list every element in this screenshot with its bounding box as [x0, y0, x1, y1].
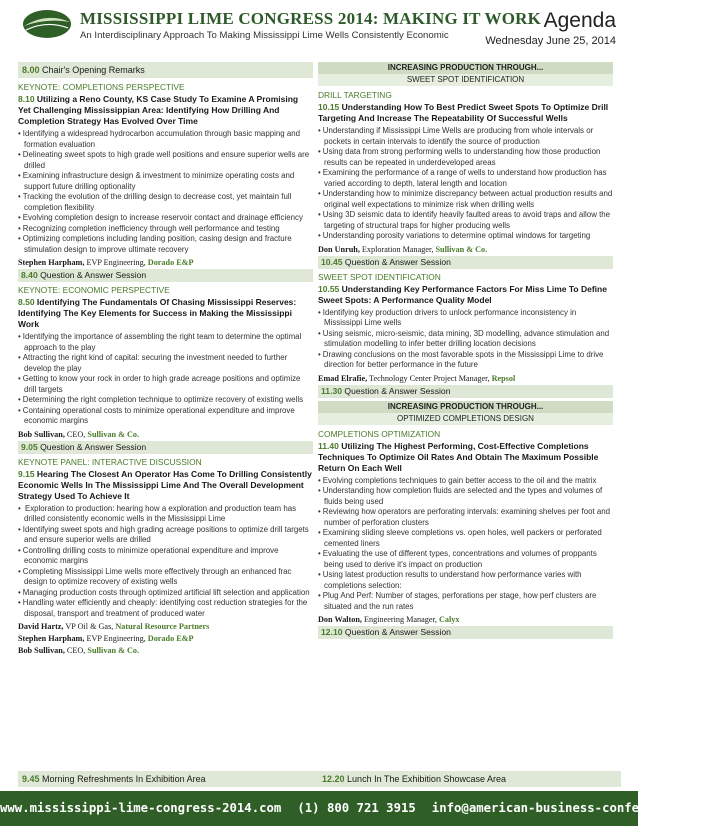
speaker-role: CEO, — [64, 646, 86, 655]
session-time: 11.40 — [318, 440, 339, 451]
speaker-org: Sullivan & Co. — [85, 646, 140, 655]
qa-session — [18, 441, 313, 454]
bullet-list — [18, 504, 313, 620]
speaker — [18, 429, 313, 440]
session-time: 8.50 — [18, 297, 35, 307]
bullet-item: • Reviewing how operators are perforating intervals: examining shelves per foot and number of perforation clusters — [318, 507, 613, 528]
bullet-list — [318, 476, 613, 613]
brand-subtitle: An Interdisciplinary Approach To Making Mississippi Lime Wells Consistently Economic — [80, 30, 449, 41]
session-time: 8.00 — [22, 65, 40, 75]
speaker-org: Dorado E&P — [145, 258, 194, 267]
bullet-item: • Optimizing completions including landing position, casing design and fracture stimulation design to improve ultimate recovery — [18, 234, 313, 255]
session-label: Lunch In The Exhibition Showcase Area — [347, 774, 506, 784]
bullet-item: • Examining sliding sleeve completions vs. open holes, well packers or perforated cemented liners — [318, 528, 613, 549]
email-link[interactable]: info@american-business-conferences.com — [431, 801, 713, 815]
session-time: 10.15 — [318, 102, 340, 112]
bullet-item: • Using latest production results to understand how performance varies with completions selection: — [318, 570, 613, 591]
speaker-org: Sullivan & Co. — [85, 429, 140, 439]
speaker-name: David Hartz, — [18, 622, 64, 631]
session-time: 9.05 — [21, 441, 38, 452]
session-label: Question & Answer Session — [40, 441, 147, 452]
session-title — [318, 284, 613, 306]
track-banner-sub: OPTIMIZED COMPLETIONS DESIGN — [318, 413, 613, 425]
speaker-name: Bob Sullivan, — [18, 646, 65, 655]
bullet-item: • Using data from strong performing wells to understanding how those production results can be repeated in underdeveloped areas — [318, 147, 613, 168]
header — [0, 0, 638, 56]
speaker-name: Don Walton, — [318, 615, 362, 624]
session-title — [18, 297, 313, 330]
speaker-role: EVP Engineering, — [84, 258, 146, 267]
bullet-item: • Understanding how to minimize discrepancy between actual production results and original well expectations to minimize risk when drilling wells — [318, 189, 613, 210]
bullet-item: • Evolving completion design to increase reservoir contact and drainage efficiency — [18, 213, 313, 224]
speaker-name: Bob Sullivan, — [18, 429, 65, 439]
bullet-item: • Identifying the importance of assembling the right team to determine the optimal approach to the play — [18, 332, 313, 353]
bullet-item: • Tracking the evolution of the drilling design to decrease cost, yet maintain full completion flexibility — [18, 192, 313, 213]
speaker-org: Natural Resource Partners — [113, 622, 210, 631]
session-time: 9.15 — [18, 468, 35, 479]
track-banner-head: INCREASING PRODUCTION THROUGH... — [318, 401, 613, 413]
track-banner-head: INCREASING PRODUCTION THROUGH... — [318, 62, 613, 74]
session-title-text: Hearing The Closest An Operator Has Come To Drilling Consistently Economic Wells In The Mississippi Lime And The Overall Development Strategy Used To Achieve It — [18, 468, 312, 501]
track-banner — [318, 401, 613, 425]
speaker-org: Calyx — [436, 615, 460, 624]
session-label: Morning Refreshments In Exhibition Area — [42, 774, 206, 784]
session-title-text: Utilizing a Reno County, KS Case Study To Examine A Promising Yet Challenging Mississippian Area: Identifying How Drilling And Completion Strategy Has Evolved Over Time — [18, 94, 299, 126]
qa-session — [318, 385, 613, 398]
bullet-item: • Using 3D seismic data to identify heavily faulted areas to avoid traps and allow the targeting of structural traps for higher producing wells — [318, 210, 613, 231]
session-time: 12.20 — [322, 774, 345, 784]
lunch-bar — [318, 771, 621, 787]
section-kicker: KEYNOTE: ECONOMIC PERSPECTIVE — [18, 285, 170, 295]
bullet-item: • Plug And Perf: Number of stages, perforations per stage, how perf clusters are situated and the run rates — [318, 591, 613, 612]
session-title — [318, 441, 613, 474]
session-title — [18, 94, 313, 127]
session-time: 8.40 — [21, 270, 38, 280]
bullet-list — [318, 308, 613, 371]
bullet-item: • Getting to know your rock in order to high grade acreage positions and optimize drill targets — [18, 374, 313, 395]
session-time: 10.55 — [318, 283, 340, 294]
session-label: Question & Answer Session — [40, 270, 147, 280]
footer-contact-bar — [0, 791, 713, 826]
website-link[interactable]: www.mississippi-lime-congress-2014.com — [0, 801, 282, 815]
bullet-item: • Understanding how completion fluids are selected and the types and volumes of fluids being used — [318, 486, 613, 507]
right-column — [318, 62, 613, 642]
bullet-item: • Delineating sweet spots to high grade well positions and ensure superior wells are drilled — [18, 150, 313, 171]
speaker-name: Stephen Harpham, — [18, 258, 85, 267]
speaker — [18, 645, 313, 656]
session-title-text: Understanding Key Performance Factors For Miss Lime To Define Sweet Spots: A Performance Quality Model — [318, 283, 607, 305]
speaker — [18, 633, 313, 644]
session-time: 11.30 — [321, 385, 343, 396]
bullet-item: • Containing operational costs to minimize operational expenditure and improve economic margins — [18, 406, 313, 427]
session-title — [318, 102, 613, 124]
track-banner-sub: SWEET SPOT IDENTIFICATION — [318, 74, 613, 86]
bullet-item: • Completing Mississippi Lime wells more effectively through an enhanced frac design to optimize recovery of existing wells — [18, 567, 313, 588]
section-kicker: KEYNOTE: COMPLETIONS PERSPECTIVE — [18, 82, 185, 92]
speaker — [318, 244, 613, 255]
bullet-item: • Evaluating the use of different types, concentrations and volumes of proppants being used to derive it's impact on production — [318, 549, 613, 570]
opening-remarks — [18, 62, 313, 78]
speaker-name: Stephen Harpham, — [18, 634, 85, 643]
bullet-item: • Identifying sweet spots and high grading acreage positions to optimize drill targets and ensure superior wells are drilled — [18, 525, 313, 546]
morning-refreshments-bar — [18, 771, 321, 787]
speaker-org: Dorado E&P — [145, 634, 194, 643]
section-kicker: COMPLETIONS OPTIMIZATION — [318, 428, 441, 439]
bullet-list — [18, 332, 313, 427]
left-column — [18, 62, 313, 657]
session-time: 10.45 — [321, 256, 343, 267]
bullet-item: • Using seismic, micro-seismic, data mining, 3D modelling, advance stimulation and stimulation modelling to infer better drilling location decisions — [318, 329, 613, 350]
session-label: Question & Answer Session — [344, 256, 451, 267]
session-time: 8.10 — [18, 94, 35, 104]
session-title-text: Understanding How To Best Predict Sweet Spots To Optimize Drill Targeting And Increase The Repeatability Of Successful Wells — [318, 102, 609, 123]
session-label: Question & Answer Session — [344, 385, 451, 396]
speaker-name: Emad Elrafie, — [318, 373, 368, 383]
agenda-date: Wednesday June 25, 2014 — [485, 35, 616, 47]
speaker-name: Don Unruh, — [318, 244, 360, 254]
qa-session — [318, 626, 613, 639]
bullet-item: • Managing production costs through optimized artificial lift selection and application — [18, 588, 313, 599]
bullet-item: • Understanding porosity variations to determine optimal windows for targeting — [318, 231, 613, 242]
session-label: Question & Answer Session — [344, 627, 451, 637]
bullet-item: • Identifying key production drivers to unlock performance inconsistency in Mississippi Lime wells — [318, 308, 613, 329]
session-time: 9.45 — [22, 774, 40, 784]
qa-session — [18, 269, 313, 282]
speaker-role: CEO, — [64, 429, 86, 439]
speaker-role: Technology Center Project Manager, — [367, 373, 490, 383]
speaker-org: Repsol — [489, 373, 516, 383]
session-time: 12.10 — [321, 627, 343, 637]
oil-drop-logo-icon — [22, 8, 72, 40]
speaker-org: Sullivan & Co. — [433, 244, 488, 254]
section-kicker: KEYNOTE PANEL: INTERACTIVE DISCUSSION — [18, 456, 202, 467]
bullet-item: • Exploration to production: hearing how a exploration and production team has drilled consistently economic wells in the Mississippi Lime — [18, 504, 313, 525]
agenda-title: Agenda — [543, 9, 616, 32]
speaker-role: VP Oil & Gas, — [63, 622, 114, 631]
bullet-item: • Understanding if Mississippi Lime Wells are producing from whole intervals or pockets in certain intervals to identify the source of production — [318, 126, 613, 147]
bullet-item: • Controlling drilling costs to minimize operational expenditure and improve economic margins — [18, 546, 313, 567]
speaker — [318, 373, 613, 384]
bullet-item: • Drawing conclusions on the most favorable spots in the Mississippi Lime to drive direction for better performance in the future — [318, 350, 613, 371]
bullet-item: • Determining the right completion technique to optimize recovery of existing wells — [18, 395, 313, 406]
speaker-role: Exploration Manager, — [359, 244, 434, 254]
session-title-text: Utilizing The Highest Performing, Cost-Effective Completions Techniques To Optimize Oil Rates And Obtain The Maximum Possible Return On Each Well — [318, 440, 599, 473]
bullet-item: • Recognizing completion inefficiency through well performance and testing — [18, 224, 313, 235]
qa-session — [318, 256, 613, 269]
section-kicker: SWEET SPOT IDENTIFICATION — [318, 271, 441, 282]
bullet-list — [318, 126, 613, 242]
bullet-item: • Attracting the right kind of capital: securing the investment needed to further develop the play — [18, 353, 313, 374]
bullet-item: • Examining the performance of a range of wells to understand how production has varied according to depth, lateral length and location — [318, 168, 613, 189]
speaker — [318, 614, 613, 625]
section-kicker: DRILL TARGETING — [318, 90, 392, 100]
bullet-list — [18, 129, 313, 255]
bullet-item: • Identifying a widespread hydrocarbon accumulation through basic mapping and formation evaluation — [18, 129, 313, 150]
bullet-item: • Evolving completions techniques to gain better access to the oil and the matrix — [318, 476, 613, 487]
session-label: Chair's Opening Remarks — [42, 65, 145, 75]
bullet-item: • Handling water efficiently and cheaply: identifying cost reduction strategies for the disposal, transport and treatment of produced water — [18, 598, 313, 619]
track-banner — [318, 62, 613, 86]
brand-title: MISSISSIPPI LIME CONGRESS 2014: MAKING IT WORK — [80, 9, 542, 28]
bullet-item: • Examining infrastructure design & investment to minimize operating costs and support future drilling optionality — [18, 171, 313, 192]
speaker-role: EVP Engineering, — [84, 634, 146, 643]
phone-link[interactable]: (1) 800 721 3915 — [297, 801, 416, 815]
session-title-text: Identifying The Fundamentals Of Chasing Mississippi Reserves: Identifying The Key Elements for Success in Making the Mississippi Work — [18, 297, 297, 329]
session-title — [18, 469, 313, 502]
speaker-role: Engineering Manager, — [361, 615, 437, 624]
speaker — [18, 257, 313, 268]
speaker — [18, 621, 313, 632]
